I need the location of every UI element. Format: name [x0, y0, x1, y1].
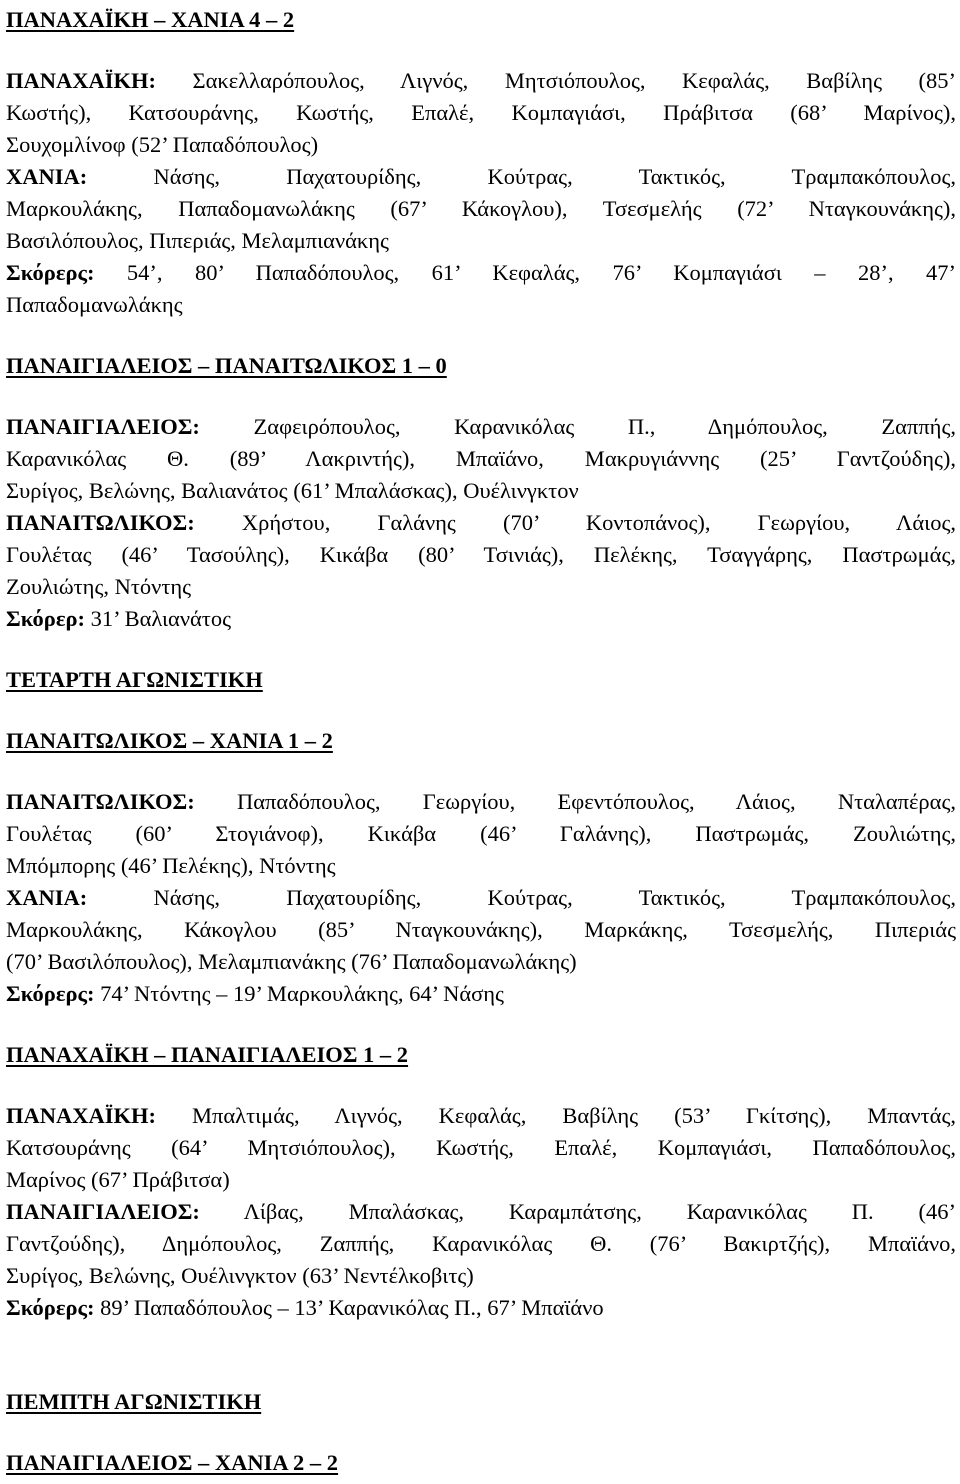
match-2-lineup-line: Ζουλιώτης, Ντόντης — [6, 574, 192, 599]
scorers-label: Σκόρερς: — [6, 1295, 95, 1320]
match-4-lineup-line: Συρίγος, Βελώνης, Ουέλινγκτον (63’ Νεντέλκοβιτς) — [6, 1263, 474, 1288]
match-1-lineup-line: Σουχομλίνοφ (52’ Παπαδόπουλος) — [6, 132, 319, 157]
match-1-lineup-line: Μαρκουλάκης, Παπαδομανωλάκης (67’ Κάκογλου), Τσεσμελής (72’ Νταγκουνάκης), — [6, 196, 956, 221]
match-4-scorers-line: Σκόρερς: 89’ Παπαδόπουλος – 13’ Καρανικόλας Π., 67’ Μπαϊάνο — [6, 1295, 604, 1320]
round-5-heading: ΠΕΜΠΤΗ ΑΓΩΝΙΣΤΙΚΗ — [6, 1389, 262, 1414]
match-2-lineup-line: Συρίγος, Βελώνης, Βαλιανάτος (61’ Μπαλάσκας), Ουέλινγκτον — [6, 478, 579, 503]
match-1-lineup-line: Κωστής), Κατσουράνης, Κωστής, Επαλέ, Κομπαγιάσι, Πράβιτσα (68’ Μαρίνος), — [6, 100, 956, 125]
document-page — [6, 4, 956, 1479]
match-2-scorers-line: Σκόρερ: 31’ Βαλιανάτος — [6, 606, 232, 631]
match-1-scorers-line: Παπαδομανωλάκης — [6, 292, 183, 317]
match-5-heading: ΠΑΝΑΙΓΙΑΛΕΙΟΣ – ΧΑΝΙΑ 2 – 2 — [6, 1450, 339, 1475]
match-3-heading: ΠΑΝΑΙΤΩΛΙΚΟΣ – ΧΑΝΙΑ 1 – 2 — [6, 728, 333, 753]
match-4-lineup-line: Μαρίνος (67’ Πράβιτσα) — [6, 1167, 230, 1192]
match-3-lineup-line: Μπόμπορης (46’ Πελέκης), Ντόντης — [6, 853, 336, 878]
match-4-lineup-line: Κατσουράνης (64’ Μητσιόπουλος), Κωστής, Επαλέ, Κομπαγιάσι, Παπαδόπουλος, — [6, 1135, 956, 1160]
team-label: ΠΑΝΑΙΓΙΑΛΕΙΟΣ: — [6, 414, 200, 439]
match-1-lineup-line: Βασιλόπουλος, Πιπεριάς, Μελαμπιανάκης — [6, 228, 389, 253]
match-1-scorers-line: Σκόρερς: 54’, 80’ Παπαδόπουλος, 61’ Κεφαλάς, 76’ Κομπαγιάσι – 28’, 47’ — [6, 260, 956, 285]
match-4-lineup-line: ΠΑΝΑΧΑΪΚΗ: Μπαλτιμάς, Λιγνός, Κεφαλάς, Βαβίλης (53’ Γκίτσης), Μπαντάς, — [6, 1103, 956, 1128]
team-label: ΠΑΝΑΧΑΪΚΗ: — [6, 68, 156, 93]
match-2-heading: ΠΑΝΑΙΓΙΑΛΕΙΟΣ – ΠΑΝΑΙΤΩΛΙΚΟΣ 1 – 0 — [6, 353, 447, 378]
team-label: ΠΑΝΑΙΓΙΑΛΕΙΟΣ: — [6, 1199, 200, 1224]
team-label: ΠΑΝΑΧΑΪΚΗ: — [6, 1103, 156, 1128]
team-label: ΧΑΝΙΑ: — [6, 885, 88, 910]
team-label: ΠΑΝΑΙΤΩΛΙΚΟΣ: — [6, 789, 195, 814]
match-3-lineup-line: Μαρκουλάκης, Κάκογλου (85’ Νταγκουνάκης), Μαρκάκης, Τσεσμελής, Πιπεριάς — [6, 917, 956, 942]
round-4-heading: ΤΕΤΑΡΤΗ ΑΓΩΝΙΣΤΙΚΗ — [6, 667, 263, 692]
match-4-lineup-line: ΠΑΝΑΙΓΙΑΛΕΙΟΣ: Λίβας, Μπαλάσκας, Καραμπάτσης, Καρανικόλας Π. (46’ — [6, 1199, 956, 1224]
match-3-scorers-line: Σκόρερς: 74’ Ντόντης – 19’ Μαρκουλάκης, 64’ Νάσης — [6, 981, 504, 1006]
scorers-label: Σκόρερ: — [6, 606, 85, 631]
team-label: ΧΑΝΙΑ: — [6, 164, 88, 189]
match-1-lineup-line: ΠΑΝΑΧΑΪΚΗ: Σακελλαρόπουλος, Λιγνός, Μητσιόπουλος, Κεφαλάς, Βαβίλης (85’ — [6, 68, 956, 93]
match-2-lineup-line: ΠΑΝΑΙΓΙΑΛΕΙΟΣ: Ζαφειρόπουλος, Καρανικόλας Π., Δημόπουλος, Ζαππής, — [6, 414, 956, 439]
team-label: ΠΑΝΑΙΤΩΛΙΚΟΣ: — [6, 510, 195, 535]
match-3-lineup-line: ΠΑΝΑΙΤΩΛΙΚΟΣ: Παπαδόπουλος, Γεωργίου, Εφεντόπουλος, Λάιος, Νταλαπέρας, — [6, 789, 956, 814]
match-3-lineup-line: Γουλέτας (60’ Στογιάνοφ), Κικάβα (46’ Γαλάνης), Παστρωμάς, Ζουλιώτης, — [6, 821, 956, 846]
match-2-lineup-line: Καρανικόλας Θ. (89’ Λακριντής), Μπαϊάνο, Μακρυγιάννης (25’ Γαντζούδης), — [6, 446, 956, 471]
match-4-lineup-line: Γαντζούδης), Δημόπουλος, Ζαππής, Καρανικόλας Θ. (76’ Βακιρτζής), Μπαϊάνο, — [6, 1231, 956, 1256]
scorers-label: Σκόρερς: — [6, 981, 95, 1006]
match-1-lineup-line: ΧΑΝΙΑ: Νάσης, Παχατουρίδης, Κούτρας, Τακτικός, Τραμπακόπουλος, — [6, 164, 956, 189]
match-3-lineup-line: ΧΑΝΙΑ: Νάσης, Παχατουρίδης, Κούτρας, Τακτικός, Τραμπακόπουλος, — [6, 885, 956, 910]
scorers-label: Σκόρερς: — [6, 260, 95, 285]
match-2-lineup-line: Γουλέτας (46’ Τασούλης), Κικάβα (80’ Τσινιάς), Πελέκης, Τσαγγάρης, Παστρωμάς, — [6, 542, 956, 567]
match-1-heading: ΠΑΝΑΧΑΪΚΗ – ΧΑΝΙΑ 4 – 2 — [6, 7, 295, 32]
match-4-heading: ΠΑΝΑΧΑΪΚΗ – ΠΑΝΑΙΓΙΑΛΕΙΟΣ 1 – 2 — [6, 1042, 409, 1067]
match-3-lineup-line: (70’ Βασιλόπουλος), Μελαμπιανάκης (76’ Παπαδομανωλάκης) — [6, 949, 577, 974]
match-2-lineup-line: ΠΑΝΑΙΤΩΛΙΚΟΣ: Χρήστου, Γαλάνης (70’ Κοντοπάνος), Γεωργίου, Λάιος, — [6, 510, 956, 535]
